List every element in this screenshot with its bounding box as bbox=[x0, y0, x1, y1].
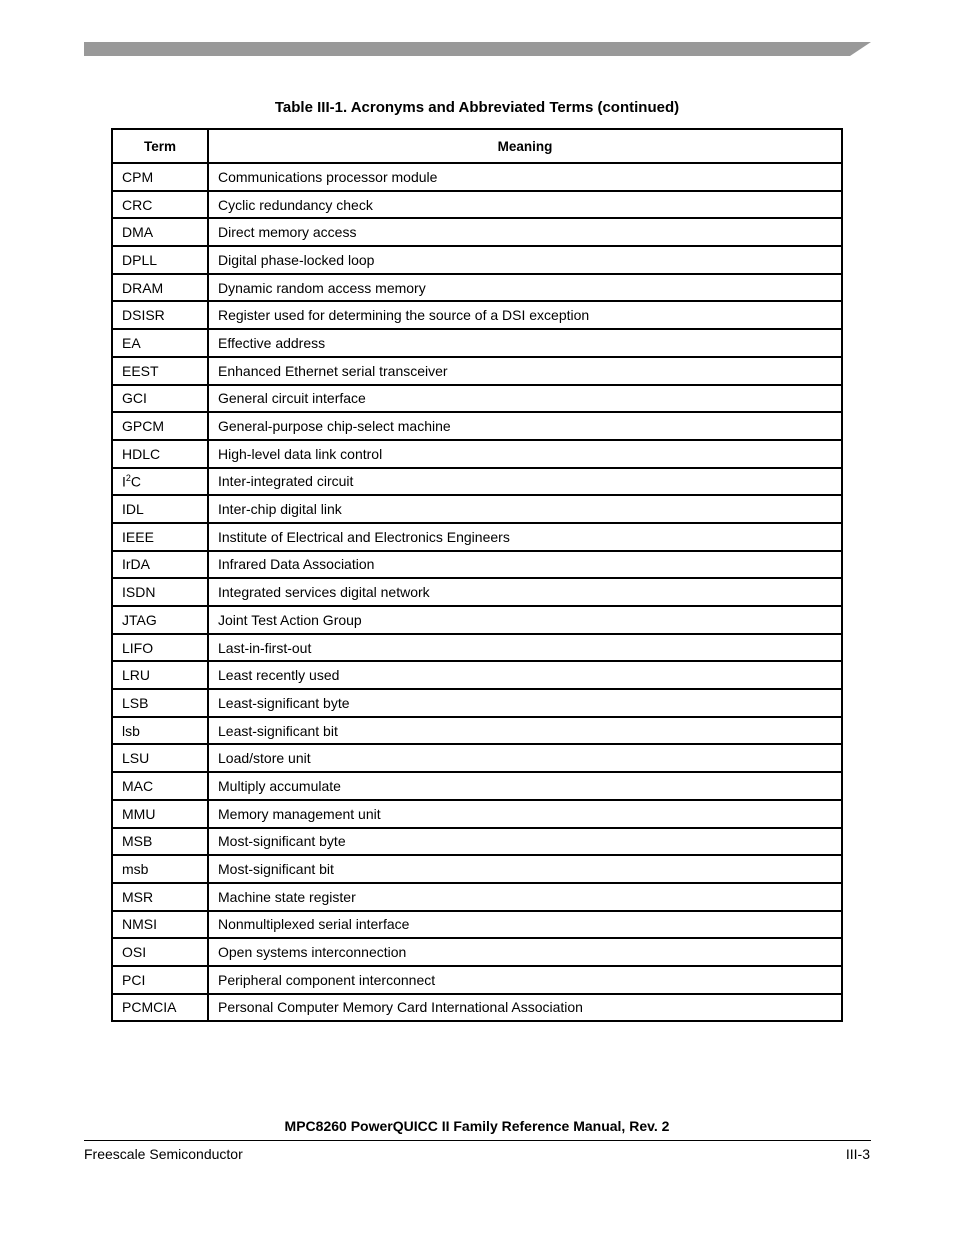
meaning-cell: Institute of Electrical and Electronics Engineers bbox=[208, 523, 842, 551]
term-text: IEEE bbox=[122, 528, 154, 545]
meaning-cell: Nonmultiplexed serial interface bbox=[208, 911, 842, 939]
term-text: LSB bbox=[122, 694, 149, 711]
term-text: EEST bbox=[122, 362, 159, 379]
meaning-cell: Effective address bbox=[208, 329, 842, 357]
term-cell bbox=[112, 717, 208, 745]
meaning-cell: Machine state register bbox=[208, 883, 842, 911]
table-row bbox=[112, 301, 842, 329]
term-suffix: C bbox=[130, 473, 142, 490]
term-text: LIFO bbox=[122, 639, 154, 656]
table-row bbox=[112, 606, 842, 634]
term-text: LRU bbox=[122, 667, 151, 684]
term-cell bbox=[112, 163, 208, 191]
term-cell bbox=[112, 578, 208, 606]
term-cell bbox=[112, 938, 208, 966]
meaning-cell: Most-significant byte bbox=[208, 828, 842, 856]
term-cell bbox=[112, 191, 208, 219]
term-cell bbox=[112, 468, 208, 496]
table-row bbox=[112, 938, 842, 966]
table-title: Table III-1. Acronyms and Abbreviated Terms (continued) bbox=[274, 99, 680, 116]
table-row bbox=[112, 800, 842, 828]
meaning-cell: Load/store unit bbox=[208, 744, 842, 772]
table-row bbox=[112, 163, 842, 191]
term-cell bbox=[112, 744, 208, 772]
meaning-cell: Memory management unit bbox=[208, 800, 842, 828]
table-row bbox=[112, 994, 842, 1022]
term-text: MSR bbox=[122, 888, 154, 905]
term-cell bbox=[112, 883, 208, 911]
table-row bbox=[112, 744, 842, 772]
meaning-cell: Integrated services digital network bbox=[208, 578, 842, 606]
term-text: lsb bbox=[122, 722, 140, 739]
meaning-cell: Multiply accumulate bbox=[208, 772, 842, 800]
table-row bbox=[112, 855, 842, 883]
term-cell bbox=[112, 495, 208, 523]
manual-title: MPC8260 PowerQUICC II Family Reference Manual, Rev. 2 bbox=[284, 1118, 670, 1134]
term-text: DRAM bbox=[122, 279, 164, 296]
meaning-cell: Register used for determining the source of a DSI exception bbox=[208, 301, 842, 329]
table-row bbox=[112, 440, 842, 468]
header-bar-shape bbox=[84, 42, 871, 56]
acronyms-table bbox=[111, 128, 843, 1022]
term-cell bbox=[112, 440, 208, 468]
table-row bbox=[112, 828, 842, 856]
table-row bbox=[112, 966, 842, 994]
term-text: OSI bbox=[122, 944, 147, 961]
term-text: LSU bbox=[122, 750, 150, 767]
term-text: MSB bbox=[122, 833, 153, 850]
table-row bbox=[112, 468, 842, 496]
meaning-cell: Digital phase-locked loop bbox=[208, 246, 842, 274]
table-row bbox=[112, 661, 842, 689]
column-header-meaning: Meaning bbox=[208, 129, 842, 163]
term-text: HDLC bbox=[122, 445, 161, 462]
term-text: I bbox=[122, 473, 126, 490]
meaning-cell: Least-significant byte bbox=[208, 689, 842, 717]
table-row bbox=[112, 883, 842, 911]
meaning-cell: Infrared Data Association bbox=[208, 551, 842, 579]
term-text: MMU bbox=[122, 805, 156, 822]
table-row bbox=[112, 689, 842, 717]
table-row bbox=[112, 329, 842, 357]
footer-divider bbox=[84, 1140, 871, 1141]
term-cell bbox=[112, 329, 208, 357]
term-cell bbox=[112, 218, 208, 246]
table-header-row bbox=[112, 129, 842, 163]
term-cell bbox=[112, 274, 208, 302]
term-text: PCMCIA bbox=[122, 999, 177, 1016]
term-cell bbox=[112, 689, 208, 717]
term-text: ISDN bbox=[122, 584, 156, 601]
meaning-cell: Last-in-first-out bbox=[208, 634, 842, 662]
meaning-cell: General circuit interface bbox=[208, 385, 842, 413]
term-cell bbox=[112, 385, 208, 413]
table-row bbox=[112, 495, 842, 523]
table-row bbox=[112, 357, 842, 385]
meaning-cell: Inter-chip digital link bbox=[208, 495, 842, 523]
term-superscript: 2 bbox=[125, 473, 131, 484]
term-text: PCI bbox=[122, 971, 146, 988]
meaning-cell: Peripheral component interconnect bbox=[208, 966, 842, 994]
term-text: DSISR bbox=[122, 307, 165, 324]
term-text: DPLL bbox=[122, 251, 158, 268]
term-cell bbox=[112, 966, 208, 994]
term-cell bbox=[112, 855, 208, 883]
table-row bbox=[112, 191, 842, 219]
term-cell bbox=[112, 301, 208, 329]
meaning-cell: High-level data link control bbox=[208, 440, 842, 468]
column-header-term: Term bbox=[112, 129, 208, 163]
meaning-cell: Communications processor module bbox=[208, 163, 842, 191]
table-row bbox=[112, 385, 842, 413]
term-text: EA bbox=[122, 334, 141, 351]
term-cell bbox=[112, 246, 208, 274]
table-row bbox=[112, 911, 842, 939]
term-cell bbox=[112, 994, 208, 1022]
term-cell bbox=[112, 412, 208, 440]
term-text: NMSI bbox=[122, 916, 157, 933]
meaning-cell: Enhanced Ethernet serial transceiver bbox=[208, 357, 842, 385]
term-cell bbox=[112, 800, 208, 828]
table-row bbox=[112, 523, 842, 551]
term-text: GCI bbox=[122, 390, 147, 407]
meaning-cell: Personal Computer Memory Card International Association bbox=[208, 994, 842, 1022]
meaning-cell: Inter-integrated circuit bbox=[208, 468, 842, 496]
meaning-cell: Cyclic redundancy check bbox=[208, 191, 842, 219]
term-text: IrDA bbox=[122, 556, 150, 573]
term-cell bbox=[112, 606, 208, 634]
term-cell bbox=[112, 828, 208, 856]
page-number: III-3 bbox=[845, 1146, 870, 1162]
table-row bbox=[112, 412, 842, 440]
term-cell bbox=[112, 634, 208, 662]
meaning-cell: General-purpose chip-select machine bbox=[208, 412, 842, 440]
term-cell bbox=[112, 523, 208, 551]
header-bar bbox=[84, 42, 871, 56]
table-row bbox=[112, 634, 842, 662]
table-row bbox=[112, 717, 842, 745]
meaning-cell: Least recently used bbox=[208, 661, 842, 689]
meaning-cell: Least-significant bit bbox=[208, 717, 842, 745]
table-row bbox=[112, 218, 842, 246]
company-name: Freescale Semiconductor bbox=[84, 1146, 243, 1162]
term-text: IDL bbox=[122, 501, 144, 518]
term-text: CPM bbox=[122, 168, 154, 185]
table-row bbox=[112, 578, 842, 606]
meaning-cell: Dynamic random access memory bbox=[208, 274, 842, 302]
term-text: JTAG bbox=[122, 611, 157, 628]
term-text: DMA bbox=[122, 224, 154, 241]
table-row bbox=[112, 772, 842, 800]
term-cell bbox=[112, 357, 208, 385]
term-text: CRC bbox=[122, 196, 153, 213]
term-cell bbox=[112, 911, 208, 939]
term-text: MAC bbox=[122, 777, 154, 794]
meaning-cell: Direct memory access bbox=[208, 218, 842, 246]
table-row bbox=[112, 274, 842, 302]
meaning-cell: Open systems interconnection bbox=[208, 938, 842, 966]
term-cell bbox=[112, 551, 208, 579]
table-row bbox=[112, 551, 842, 579]
term-text: msb bbox=[122, 861, 149, 878]
term-cell bbox=[112, 772, 208, 800]
table-row bbox=[112, 246, 842, 274]
term-text: GPCM bbox=[122, 418, 164, 435]
meaning-cell: Joint Test Action Group bbox=[208, 606, 842, 634]
meaning-cell: Most-significant bit bbox=[208, 855, 842, 883]
term-cell bbox=[112, 661, 208, 689]
